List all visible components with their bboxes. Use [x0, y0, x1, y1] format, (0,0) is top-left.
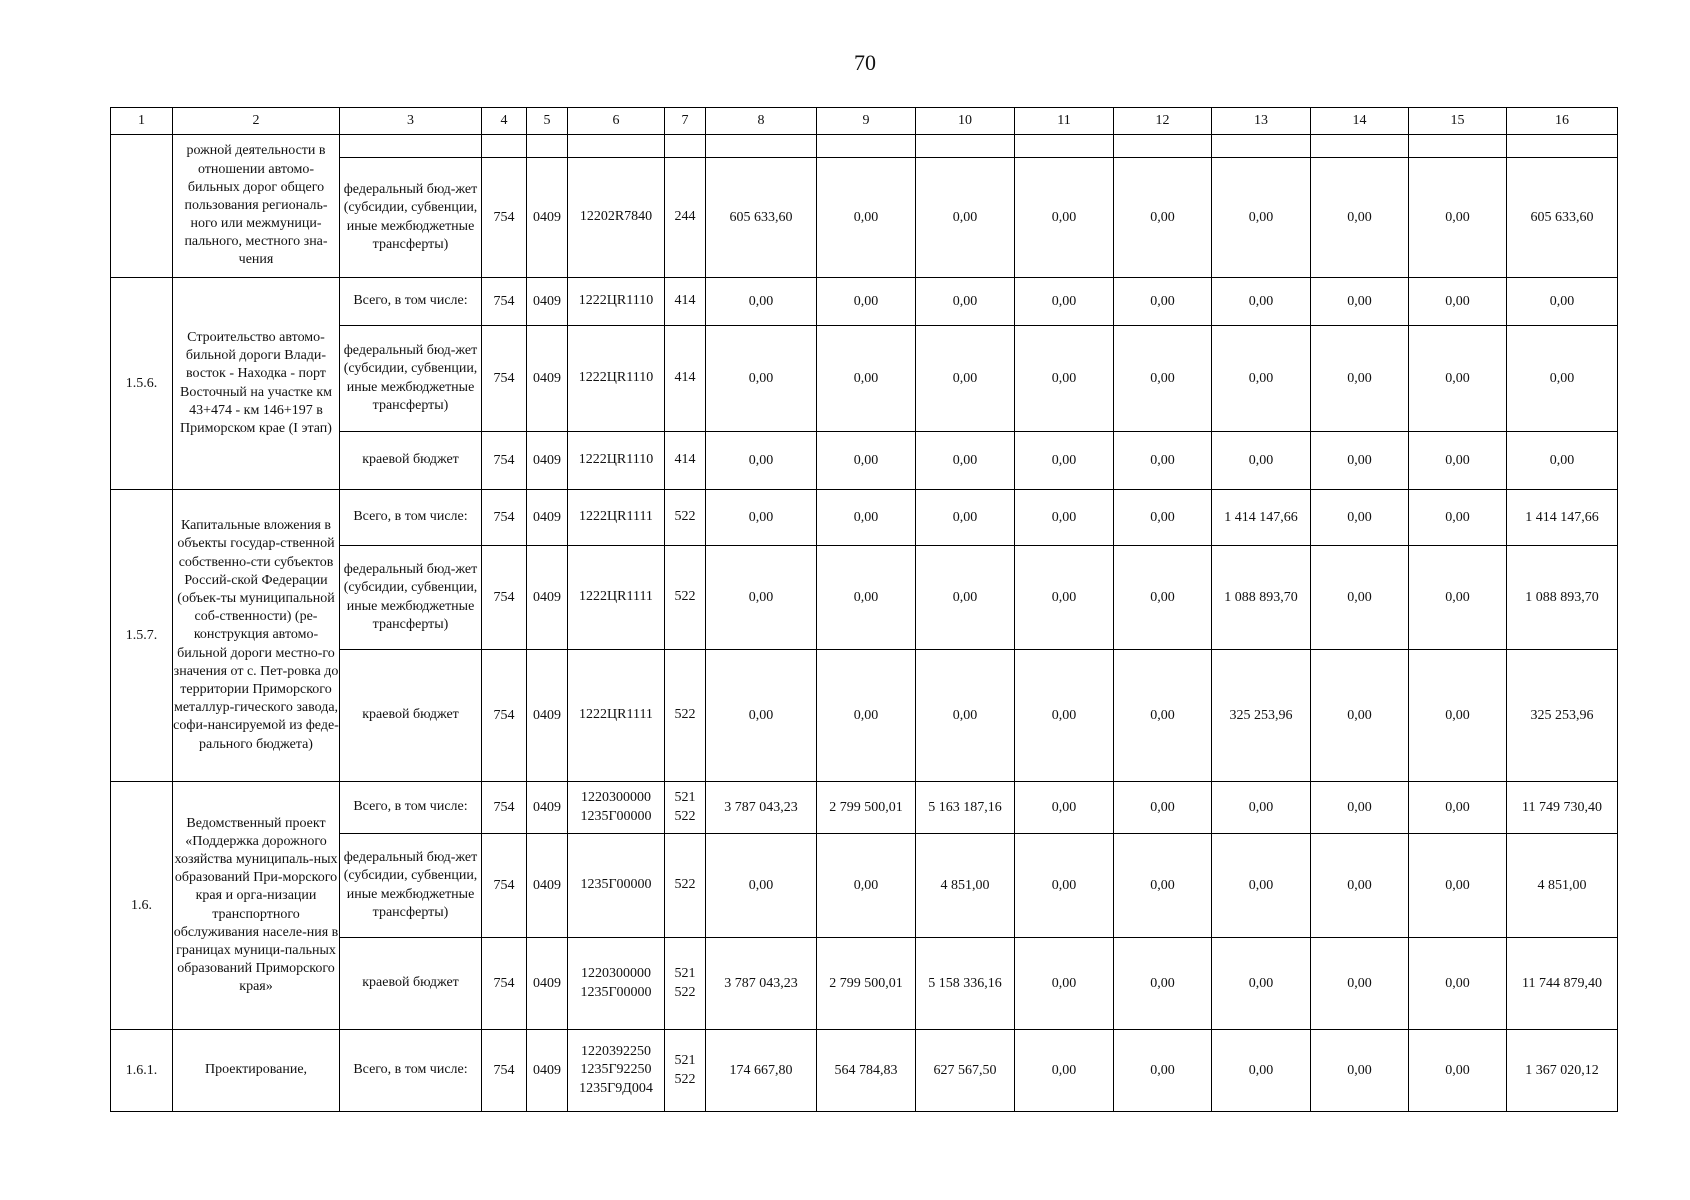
column-header: 5: [527, 108, 568, 135]
amount-cell: 0,00: [817, 432, 916, 490]
target-article-line: 1235Г00000: [580, 808, 652, 824]
expense-type-code: [665, 490, 706, 546]
amount-cell: 0,00: [1311, 326, 1409, 432]
amount-cell: 0,00: [1114, 158, 1212, 278]
target-article-code: [568, 546, 665, 650]
amount-cell: 627 567,50: [916, 1030, 1015, 1112]
amount-cell: 0,00: [706, 432, 817, 490]
amount-cell: 0,00: [1212, 938, 1311, 1030]
empty-cell: [706, 135, 817, 158]
item-number: 1.5.7.: [111, 490, 173, 782]
header-row: [111, 108, 1618, 135]
column-header: 1: [111, 108, 173, 135]
gov-code: 754: [482, 1030, 527, 1112]
empty-cell: [568, 135, 665, 158]
amount-cell: 0,00: [1409, 938, 1507, 1030]
expense-type-line: 522: [674, 984, 696, 1000]
empty-cell: [527, 135, 568, 158]
expense-type-code: [665, 782, 706, 834]
target-article-code: [568, 326, 665, 432]
amount-cell: 0,00: [1212, 1030, 1311, 1112]
amount-cell: 1 088 893,70: [1212, 546, 1311, 650]
expense-type-code: [665, 1030, 706, 1112]
amount-cell: 0,00: [1015, 158, 1114, 278]
amount-cell: 0,00: [1015, 490, 1114, 546]
expense-type-line: 414: [674, 293, 696, 309]
section-code: 0409: [527, 782, 568, 834]
expense-type-line: 521: [674, 966, 696, 982]
amount-cell: 2 799 500,01: [817, 938, 916, 1030]
item-name: Капитальные вложения в объекты государ-ственной собственно-сти субъектов Россий-ской Федерации (объек-ты муниципальной соб-ственности) (ре-конструкция автомо-бильной дороги местно-го значения от с. Пет-ровка до территории Приморского металлур-гического завода, софи-нансируемой из феде-рального бюджета): [173, 490, 340, 782]
gov-code: 754: [482, 432, 527, 490]
empty-cell: [817, 135, 916, 158]
funding-source: федеральный бюд-жет (субсидии, субвенции, иные межбюджетные трансферты): [340, 546, 482, 650]
amount-cell: 0,00: [1212, 834, 1311, 938]
amount-cell: 0,00: [1409, 546, 1507, 650]
amount-cell: 564 784,83: [817, 1030, 916, 1112]
empty-cell: [1409, 135, 1507, 158]
amount-cell: 0,00: [817, 490, 916, 546]
section-code: 0409: [527, 650, 568, 782]
amount-cell: 0,00: [1114, 1030, 1212, 1112]
section-code: 0409: [527, 1030, 568, 1112]
table-row: [111, 135, 1618, 158]
item-number: 1.5.6.: [111, 278, 173, 490]
amount-cell: 0,00: [916, 490, 1015, 546]
gov-code: 754: [482, 834, 527, 938]
amount-cell: 0,00: [1114, 938, 1212, 1030]
item-name: рожной деятельности в отношении автомо-бильных дорог общего пользования региональ-ного или межмуници-пального, местного зна-чения: [173, 135, 340, 278]
column-header: 9: [817, 108, 916, 135]
funding-source: Всего, в том числе:: [340, 278, 482, 326]
target-article-line: 1235Г00000: [580, 984, 652, 1000]
amount-cell: 0,00: [1311, 158, 1409, 278]
amount-cell: 0,00: [1409, 782, 1507, 834]
expense-type-line: 522: [674, 509, 696, 525]
funding-source: Всего, в том числе:: [340, 782, 482, 834]
amount-cell: 0,00: [1114, 782, 1212, 834]
amount-cell: 0,00: [1311, 650, 1409, 782]
table-body: [111, 135, 1618, 1112]
target-article-line: 1235Г9Д004: [579, 1080, 653, 1096]
column-header: 6: [568, 108, 665, 135]
amount-cell: 0,00: [1212, 278, 1311, 326]
empty-cell: [665, 135, 706, 158]
item-number: [111, 135, 173, 278]
amount-cell: 0,00: [817, 326, 916, 432]
target-article-code: [568, 1030, 665, 1112]
amount-cell: 5 163 187,16: [916, 782, 1015, 834]
funding-source: федеральный бюд-жет (субсидии, субвенции, иные межбюджетные трансферты): [340, 158, 482, 278]
gov-code: 754: [482, 782, 527, 834]
section-code: 0409: [527, 546, 568, 650]
section-code: 0409: [527, 158, 568, 278]
amount-cell: 0,00: [1015, 432, 1114, 490]
amount-cell: 0,00: [1409, 326, 1507, 432]
funding-source: федеральный бюд-жет (субсидии, субвенции, иные межбюджетные трансферты): [340, 326, 482, 432]
amount-cell: 11 744 879,40: [1507, 938, 1618, 1030]
section-code: 0409: [527, 326, 568, 432]
amount-cell: 0,00: [1114, 326, 1212, 432]
empty-cell: [340, 135, 482, 158]
funding-source: Всего, в том числе:: [340, 490, 482, 546]
amount-cell: 0,00: [817, 278, 916, 326]
amount-cell: 11 749 730,40: [1507, 782, 1618, 834]
amount-cell: 0,00: [1311, 834, 1409, 938]
target-article-line: 1220392250: [581, 1044, 651, 1060]
expense-type-line: 522: [674, 877, 696, 893]
expense-type-code: [665, 834, 706, 938]
expense-type-code: [665, 650, 706, 782]
amount-cell: 0,00: [706, 326, 817, 432]
target-article-line: 1222ЦR1110: [578, 293, 654, 309]
amount-cell: 0,00: [916, 546, 1015, 650]
expense-type-line: 414: [674, 452, 696, 468]
column-header: 10: [916, 108, 1015, 135]
amount-cell: 0,00: [706, 834, 817, 938]
amount-cell: 3 787 043,23: [706, 938, 817, 1030]
column-header: 11: [1015, 108, 1114, 135]
amount-cell: 0,00: [1015, 278, 1114, 326]
amount-cell: 0,00: [706, 650, 817, 782]
funding-source: краевой бюджет: [340, 432, 482, 490]
amount-cell: 0,00: [1212, 326, 1311, 432]
expense-type-line: 522: [674, 1071, 696, 1087]
gov-code: 754: [482, 938, 527, 1030]
gov-code: 754: [482, 490, 527, 546]
gov-code: 754: [482, 546, 527, 650]
gov-code: 754: [482, 278, 527, 326]
item-number: 1.6.1.: [111, 1030, 173, 1112]
amount-cell: 0,00: [916, 278, 1015, 326]
section-code: 0409: [527, 490, 568, 546]
amount-cell: 0,00: [916, 432, 1015, 490]
table-row: [111, 782, 1618, 834]
column-header: 15: [1409, 108, 1507, 135]
amount-cell: 0,00: [1114, 546, 1212, 650]
column-header: 4: [482, 108, 527, 135]
budget-table: [110, 107, 1618, 1112]
amount-cell: 605 633,60: [706, 158, 817, 278]
amount-cell: 0,00: [1212, 432, 1311, 490]
item-name: Ведомственный проект «Поддержка дорожного хозяйства муниципаль-ных образований При-морского края и орга-низации транспортного обслуживания населе-ния в границах муници-пальных образований Приморского края»: [173, 782, 340, 1030]
amount-cell: 0,00: [1212, 158, 1311, 278]
amount-cell: 0,00: [1311, 546, 1409, 650]
column-header: 14: [1311, 108, 1409, 135]
amount-cell: 0,00: [1114, 490, 1212, 546]
amount-cell: 0,00: [1015, 834, 1114, 938]
amount-cell: 0,00: [1015, 650, 1114, 782]
amount-cell: 0,00: [817, 546, 916, 650]
table-row: [111, 490, 1618, 546]
expense-type-line: 522: [674, 808, 696, 824]
empty-cell: [1507, 135, 1618, 158]
empty-cell: [916, 135, 1015, 158]
amount-cell: 0,00: [916, 158, 1015, 278]
expense-type-code: [665, 938, 706, 1030]
amount-cell: 0,00: [1409, 650, 1507, 782]
amount-cell: 0,00: [1015, 938, 1114, 1030]
expense-type-code: [665, 546, 706, 650]
amount-cell: 0,00: [1311, 432, 1409, 490]
amount-cell: 0,00: [817, 834, 916, 938]
target-article-line: 1222ЦR1111: [579, 509, 653, 525]
amount-cell: 4 851,00: [916, 834, 1015, 938]
amount-cell: 0,00: [1409, 834, 1507, 938]
funding-source: краевой бюджет: [340, 650, 482, 782]
expense-type-line: 521: [674, 1053, 696, 1069]
amount-cell: 0,00: [1015, 1030, 1114, 1112]
amount-cell: 0,00: [1409, 1030, 1507, 1112]
amount-cell: 0,00: [1311, 1030, 1409, 1112]
amount-cell: 1 367 020,12: [1507, 1030, 1618, 1112]
amount-cell: 2 799 500,01: [817, 782, 916, 834]
amount-cell: 325 253,96: [1507, 650, 1618, 782]
expense-type-code: [665, 432, 706, 490]
target-article-code: [568, 834, 665, 938]
amount-cell: 0,00: [1114, 432, 1212, 490]
target-article-code: [568, 432, 665, 490]
amount-cell: 0,00: [916, 326, 1015, 432]
target-article-line: 1222ЦR1110: [578, 370, 654, 386]
expense-type-line: 414: [674, 370, 696, 386]
amount-cell: 0,00: [1507, 278, 1618, 326]
amount-cell: 0,00: [817, 650, 916, 782]
target-article-code: [568, 278, 665, 326]
target-article-code: [568, 782, 665, 834]
amount-cell: 0,00: [706, 546, 817, 650]
column-header: 3: [340, 108, 482, 135]
table-row: [111, 1030, 1618, 1112]
section-code: 0409: [527, 834, 568, 938]
target-article-code: [568, 490, 665, 546]
gov-code: 754: [482, 326, 527, 432]
column-header: 2: [173, 108, 340, 135]
funding-source: Всего, в том числе:: [340, 1030, 482, 1112]
amount-cell: 605 633,60: [1507, 158, 1618, 278]
target-article-code: [568, 650, 665, 782]
amount-cell: 0,00: [1409, 158, 1507, 278]
amount-cell: 1 414 147,66: [1212, 490, 1311, 546]
section-code: 0409: [527, 432, 568, 490]
amount-cell: 1 088 893,70: [1507, 546, 1618, 650]
amount-cell: 0,00: [1409, 278, 1507, 326]
expense-type-code: [665, 278, 706, 326]
empty-cell: [1212, 135, 1311, 158]
target-article-code: [568, 938, 665, 1030]
amount-cell: 0,00: [706, 278, 817, 326]
target-article-line: 1220300000: [581, 790, 651, 806]
amount-cell: 0,00: [1507, 326, 1618, 432]
target-article-line: 12202R7840: [579, 209, 653, 225]
amount-cell: 174 667,80: [706, 1030, 817, 1112]
section-code: 0409: [527, 938, 568, 1030]
amount-cell: 0,00: [1311, 938, 1409, 1030]
amount-cell: 0,00: [1409, 490, 1507, 546]
amount-cell: 0,00: [1015, 546, 1114, 650]
amount-cell: 4 851,00: [1507, 834, 1618, 938]
empty-cell: [482, 135, 527, 158]
amount-cell: 0,00: [1015, 326, 1114, 432]
item-name: Проектирование,: [173, 1030, 340, 1112]
column-header: 12: [1114, 108, 1212, 135]
column-header: 7: [665, 108, 706, 135]
amount-cell: 0,00: [1212, 782, 1311, 834]
expense-type-code: [665, 158, 706, 278]
target-article-line: 1235Г00000: [580, 877, 652, 893]
amount-cell: 0,00: [817, 158, 916, 278]
amount-cell: 0,00: [1311, 782, 1409, 834]
empty-cell: [1114, 135, 1212, 158]
table-row: [111, 278, 1618, 326]
item-name: Строительство автомо-бильной дороги Влади-восток - Находка - порт Восточный на участке км 43+474 - км 146+197 в Приморском крае (I этап): [173, 278, 340, 490]
column-header: 8: [706, 108, 817, 135]
amount-cell: 0,00: [1409, 432, 1507, 490]
amount-cell: 0,00: [706, 490, 817, 546]
amount-cell: 0,00: [1114, 278, 1212, 326]
funding-source: краевой бюджет: [340, 938, 482, 1030]
column-header: 13: [1212, 108, 1311, 135]
target-article-line: 1235Г92250: [580, 1062, 652, 1078]
target-article-line: 1222ЦR1111: [579, 707, 653, 723]
target-article-line: 1222ЦR1110: [578, 452, 654, 468]
expense-type-line: 244: [674, 209, 696, 225]
amount-cell: 1 414 147,66: [1507, 490, 1618, 546]
gov-code: 754: [482, 158, 527, 278]
amount-cell: 0,00: [1015, 782, 1114, 834]
amount-cell: 325 253,96: [1212, 650, 1311, 782]
amount-cell: 0,00: [916, 650, 1015, 782]
gov-code: 754: [482, 650, 527, 782]
column-header: 16: [1507, 108, 1618, 135]
target-article-line: 1222ЦR1111: [579, 589, 653, 605]
amount-cell: 0,00: [1507, 432, 1618, 490]
expense-type-code: [665, 326, 706, 432]
page-number: 70: [854, 50, 876, 75]
item-number: 1.6.: [111, 782, 173, 1030]
target-article-code: [568, 158, 665, 278]
expense-type-line: 522: [674, 707, 696, 723]
amount-cell: 0,00: [1311, 278, 1409, 326]
expense-type-line: 522: [674, 589, 696, 605]
amount-cell: 3 787 043,23: [706, 782, 817, 834]
amount-cell: 5 158 336,16: [916, 938, 1015, 1030]
target-article-line: 1220300000: [581, 966, 651, 982]
amount-cell: 0,00: [1114, 650, 1212, 782]
expense-type-line: 521: [674, 790, 696, 806]
amount-cell: 0,00: [1311, 490, 1409, 546]
amount-cell: 0,00: [1114, 834, 1212, 938]
section-code: 0409: [527, 278, 568, 326]
funding-source: федеральный бюд-жет (субсидии, субвенции, иные межбюджетные трансферты): [340, 834, 482, 938]
empty-cell: [1015, 135, 1114, 158]
empty-cell: [1311, 135, 1409, 158]
